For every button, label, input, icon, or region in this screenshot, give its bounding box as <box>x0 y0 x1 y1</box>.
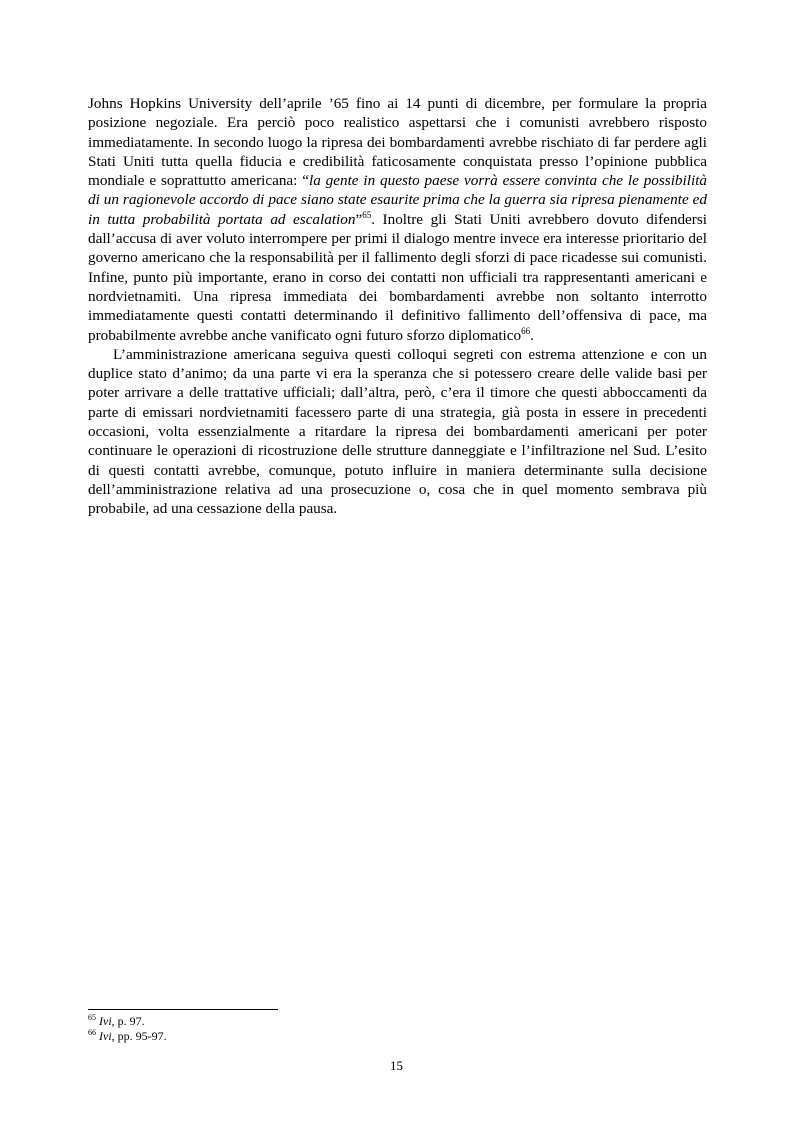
footnotes <box>88 1009 488 1044</box>
document-body <box>88 94 707 519</box>
paragraph-1 <box>88 94 707 345</box>
paragraph-1-quote-close: ” <box>355 210 363 228</box>
footnote-65 <box>88 1014 488 1029</box>
paragraph-1-text-a: Johns Hopkins University dell’aprile ’65 fino ai 14 punti di dicembre, per formulare la propria posizione negoziale. Era perciò poco realistico aspettarsi che i comunisti avrebbero risposto immediatamente. In secondo luogo la ripresa dei bombardamenti avrebbe rischiato di far perdere agli Stati Uniti tutta quella fiducia e credibilità faticosamente conquistata presso l’opinione pubblica mondiale e soprattutto americana: “ <box>88 95 707 190</box>
footnote-source: Ivi <box>99 1029 112 1043</box>
footnote-ref-65[interactable]: 65 <box>362 209 372 220</box>
footnote-number: 66 <box>88 1028 96 1037</box>
footnote-source: Ivi <box>99 1014 112 1028</box>
paragraph-1-text-end: . <box>530 326 534 344</box>
footnote-ref-66[interactable]: 66 <box>521 325 531 336</box>
footnote-detail: , p. 97. <box>111 1014 145 1028</box>
paragraph-2: L’amministrazione americana seguiva questi colloqui segreti con estrema attenzione e con un duplice stato d’animo; da una parte vi era la speranza che si potessero creare delle valide basi per poter arrivare a delle trattative ufficiali; dall’altra, però, c’era il timore che questi abboccamenti da parte di emissari nordvietnamiti facessero parte di una strategia, già posta in essere in precedenti occasioni, volta essenzialmente a ritardare la ripresa dei bombardamenti americani per poter continuare le operazioni di ricostruzione delle strutture danneggiate e l’infiltrazione nel Sud. L’esito di questi contatti avrebbe, comunque, potuto influire in maniera determinante sulla decisione dell’amministrazione relativa ad una prosecuzione o, cosa che in quel momento sembrava più probabile, ad una cessazione della pausa. <box>88 345 707 518</box>
footnote-number: 65 <box>88 1013 96 1022</box>
footnote-separator <box>88 1009 278 1010</box>
quotation: la gente in questo paese vorrà essere convinta che le possibilità di un ragionevole accordo di pace siano state esaurite prima che la guerra sia ripresa pienamente ed in tutta probabilità portata ad escalation <box>88 172 708 228</box>
paragraph-1-text-b: . Inoltre gli Stati Uniti avrebbero dovuto difendersi dall’accusa di aver voluto interrompere per primi il dialogo mentre invece era interesse prioritario del governo americano che la responsabilità per il fallimento degli sforzi di pace ricadesse sui comunisti. Infine, punto più importante, erano in corso dei contatti non ufficiali tra rappresentanti americani e nordvietnamiti. Una ripresa immediata dei bombardamenti avrebbe non soltanto interrotto immediatamente questi contatti determinando il definitivo fallimento dell’offensiva di pace, ma probabilmente avrebbe anche vanificato ogni futuro sforzo diplomatico <box>88 210 707 344</box>
page-number: 15 <box>390 1058 403 1073</box>
footnote-66 <box>88 1029 488 1044</box>
footnote-detail: , pp. 95-97. <box>111 1029 167 1043</box>
